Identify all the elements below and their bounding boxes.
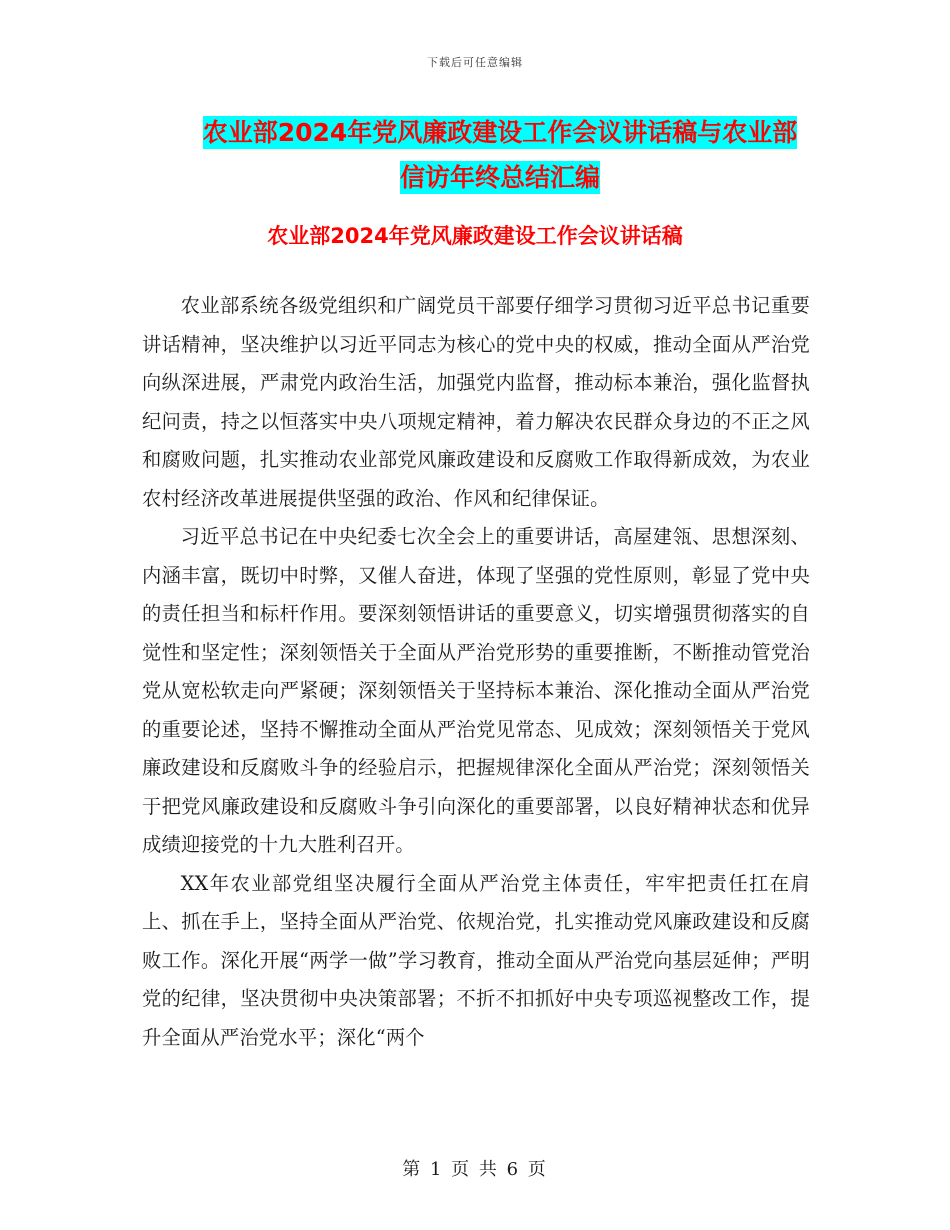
document-title-line-2: 信访年终总结汇编 — [399, 163, 600, 192]
paragraph-2: 习近平总书记在中央纪委七次全会上的重要讲话，高屋建瓴、思想深刻、内涵丰富，既切中时弊，又催人奋进，体现了坚强的党性原则，彰显了党中央的责任担当和标杆作用。要深刻领悟讲话的重要意义，切实增强贯彻落实的自觉性和坚定性；深刻领悟关于全面从严治党形势的重要推断，不断推动管党治党从宽松软走向严紧硬；深刻领悟关于坚持标本兼治、深化推动全面从严治党的重要论述，坚持不懈推动全面从严治党见常态、见成效；深刻领悟关于党风廉政建设和反腐败斗争的经验启示，把握规律深化全面从严治党；深刻领悟关于把党风廉政建设和反腐败斗争引向深化的重要部署，以良好精神状态和优异成绩迎接党的十九大胜利召开。 — [142, 525, 810, 856]
header-note: 下载后可任意编辑 — [427, 56, 523, 69]
document-title — [140, 110, 860, 200]
section-title: 农业部2024年党风廉政建设工作会议讲话稿 — [267, 224, 683, 248]
body-text — [142, 287, 810, 1057]
document-title-line-1: 农业部2024年党风廉政建设工作会议讲话稿与农业部 — [202, 118, 798, 147]
page-footer: 第 1 页 共 6 页 — [402, 1159, 548, 1180]
paragraph-1: 农业部系统各级党组织和广阔党员干部要仔细学习贯彻习近平总书记重要讲话精神，坚决维护以习近平同志为核心的党中央的权威，推动全面从严治党向纵深进展，严肃党内政治生活，加强党内监督，推动标本兼治，强化监督执纪问责，持之以恒落实中央八项规定精神，着力解决农民群众身边的不正之风和腐败问题，扎实推动农业部党风廉政建设和反腐败工作取得新成效，为农业农村经济改革进展提供坚强的政治、作风和纪律保证。 — [142, 294, 810, 510]
paragraph-3: XX年农业部党组坚决履行全面从严治党主体责任，牢牢把责任扛在肩上、抓在手上，坚持全面从严治党、依规治党，扎实推动党风廉政建设和反腐败工作。深化开展“两学一做”学习教育，推动全面从严治党向基层延伸；严明党的纪律，坚决贯彻中央决策部署；不折不扣抓好中央专项巡视整改工作，提升全面从严治党水平；深化“两个 — [142, 871, 810, 1049]
